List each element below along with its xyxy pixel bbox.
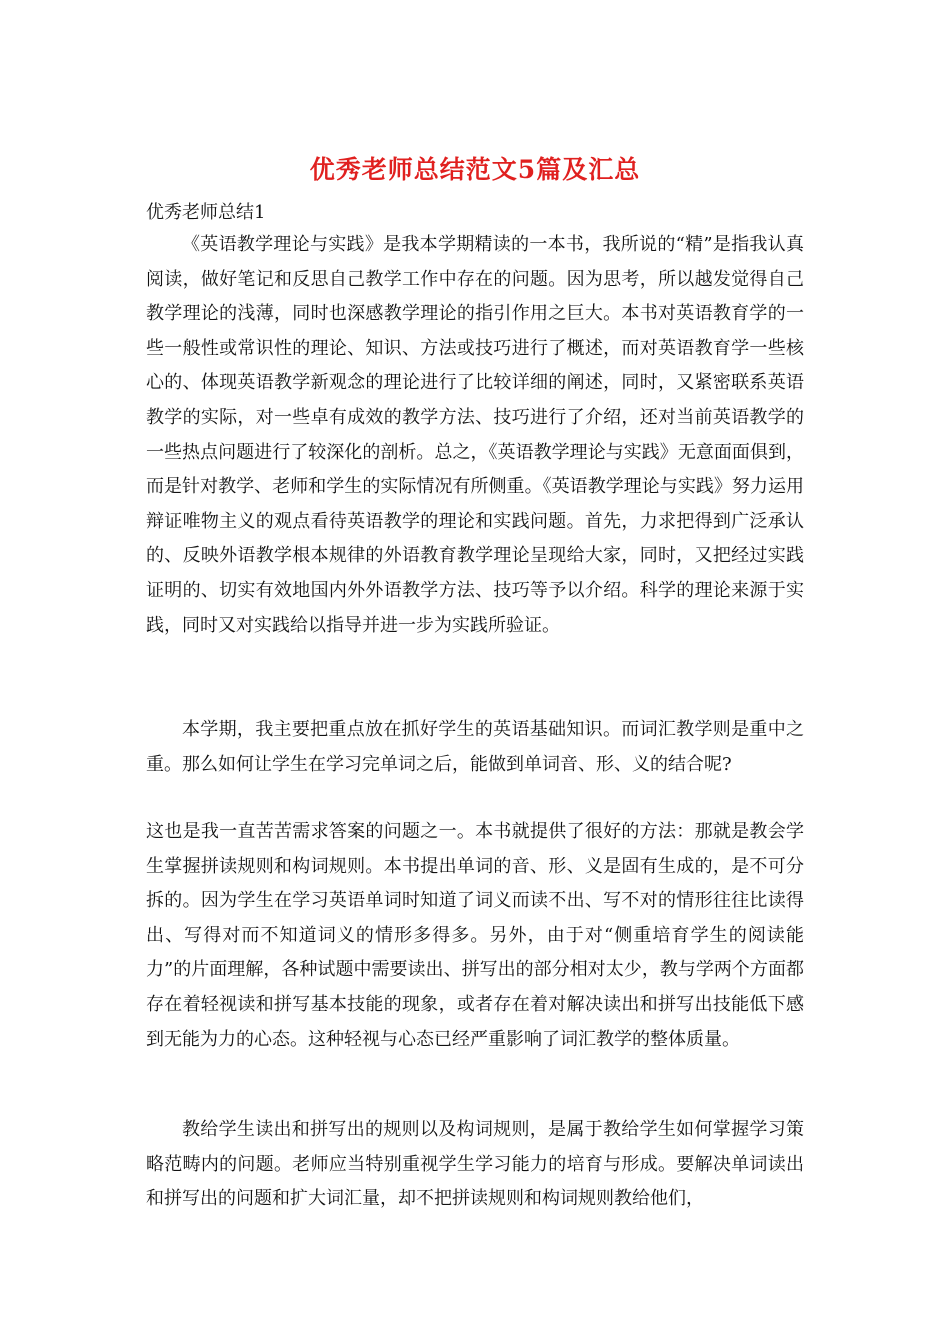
paragraph-2: 本学期，我主要把重点放在抓好学生的英语基础知识。而词汇教学则是重中之重。那么如何让学生在学习完单词之后，能做到单词音、形、义的结合呢? [146,719,804,775]
paragraph-3: 这也是我一直苦苦需求答案的问题之一。本书就提供了很好的方法：那就是教会学生掌握拼读规则和构词规则。本书提出单词的音、形、义是固有生成的，是不可分拆的。因为学生在学习英语单词时知道了词义而读不出、写不对的情形往往比读得出、写得对而不知道词义的情形多得多。另外，由于对“侧重培育学生的阅读能力”的片面理解，各种试题中需要读出、拼写出的部分相对太少，教与学两个方面都存在着轻视读和拼写基本技能的现象，或者存在着对解决读出和拼写出技能低下感到无能为力的心态。这种轻视与心态已经严重影响了词汇教学的整体质量。 [146,821,804,1050]
paragraph-4: 教给学生读出和拼写出的规则以及构词规则，是属于教给学生如何掌握学习策略范畴内的问题。老师应当特别重视学生学习能力的培育与形成。要解决单词读出和拼写出的问题和扩大词汇量，却不把拼读规则和构词规则教给他们， [146,1119,804,1210]
paragraph-1: 《英语教学理论与实践》是我本学期精读的一本书，我所说的“精”是指我认真阅读，做好笔记和反思自己教学工作中存在的问题。因为思考，所以越发觉得自己教学理论的浅薄，同时也深感教学理论的指引作用之巨大。本书对英语教育学的一些一般性或常识性的理论、知识、方法或技巧进行了概述，而对英语教育学一些核心的、体现英语教学新观念的理论进行了比较详细的阐述，同时，又紧密联系英语教学的实际，对一些卓有成效的教学方法、技巧进行了介绍，还对当前英语教学的一些热点问题进行了较深化的剖析。总之，《英语教学理论与实践》无意面面俱到，而是针对教学、老师和学生的实际情况有所侧重。《英语教学理论与实践》努力运用辩证唯物主义的观点看待英语教学的理论和实践问题。首先，力求把得到广泛承认的、反映外语教学根本规律的外语教育教学理论呈现给大家，同时，又把经过实践证明的、切实有效地国内外外语教学方法、技巧等予以介绍。科学的理论来源于实践，同时又对实践给以指导并进一步为实践所验证。 [146,234,804,636]
section-heading: 优秀老师总结1 [146,202,266,223]
document-title: 优秀老师总结范文5篇及汇总 [309,155,641,184]
